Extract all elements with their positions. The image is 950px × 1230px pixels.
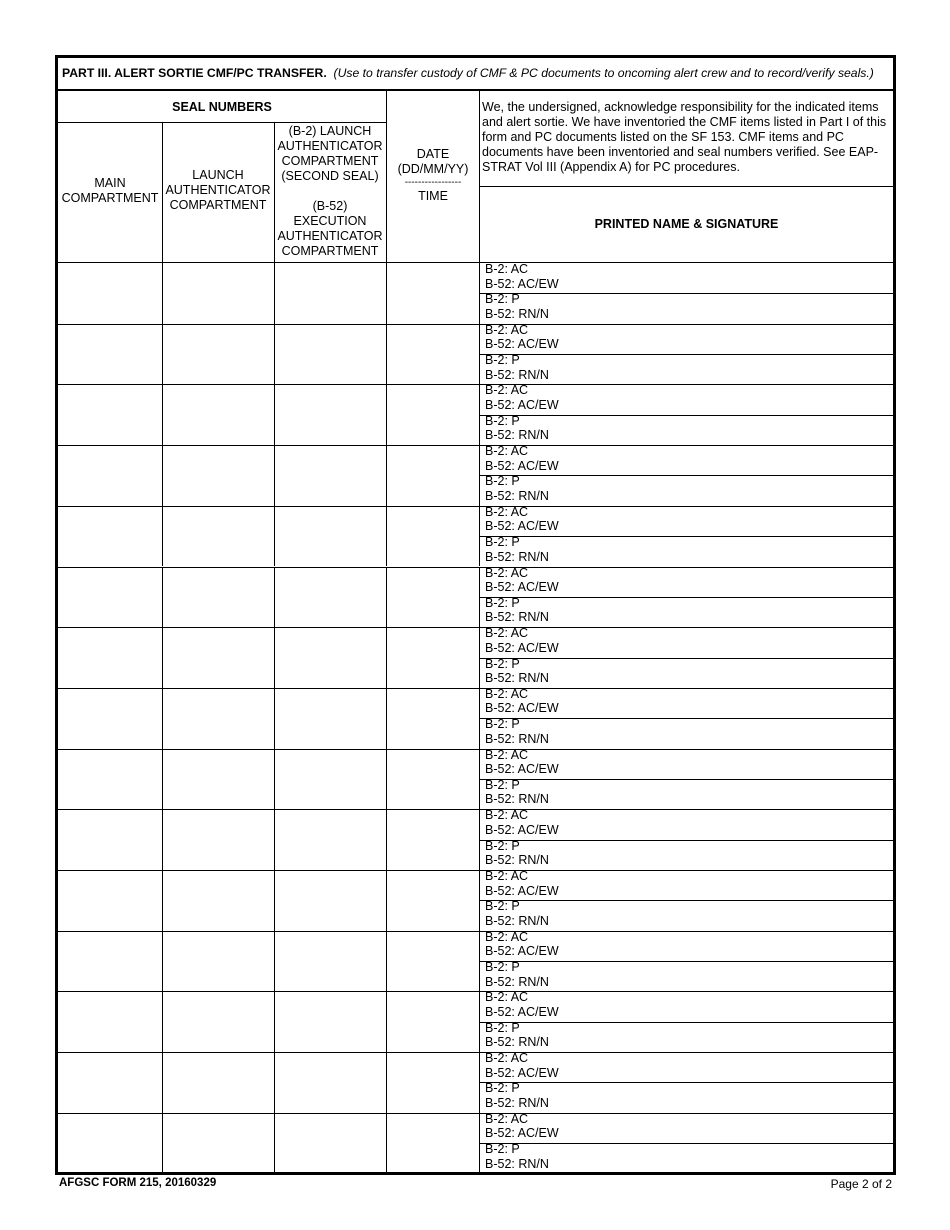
ac-role-label: B-2: AC B-52: AC/EW xyxy=(485,262,559,291)
launch-authenticator-seal-cell[interactable] xyxy=(163,1113,274,1174)
main-compartment-seal-cell[interactable] xyxy=(58,1113,162,1174)
launch-authenticator-seal-cell[interactable] xyxy=(163,931,274,992)
date-time-cell[interactable] xyxy=(387,870,479,931)
second-seal-cell[interactable] xyxy=(275,567,386,628)
part-title-italic: (Use to transfer custody of CMF & PC documents to oncoming alert crew and to record/verify seals.) xyxy=(333,66,874,80)
date-time-cell[interactable] xyxy=(387,567,479,628)
seal-numbers-header: SEAL NUMBERS xyxy=(172,99,272,114)
ac-role-label: B-2: AC B-52: AC/EW xyxy=(485,626,559,655)
date-time-cell[interactable] xyxy=(387,931,479,992)
b2-launch-authenticator-header: (B-2) LAUNCH AUTHENTICATOR COMPARTMENT (SECOND SEAL) xyxy=(277,124,383,183)
p-role-label: B-2: P B-52: RN/N xyxy=(485,960,549,989)
p-role-label: B-2: P B-52: RN/N xyxy=(485,656,549,686)
launch-authenticator-seal-cell[interactable] xyxy=(163,1052,274,1113)
date-time-header: DATE (DD/MM/YY) ----------------- TIME xyxy=(397,147,469,203)
main-compartment-seal-cell[interactable] xyxy=(58,749,162,810)
second-seal-cell[interactable] xyxy=(275,1052,386,1113)
part-title xyxy=(58,58,893,91)
ac-role-label: B-2: AC B-52: AC/EW xyxy=(485,322,559,352)
launch-authenticator-seal-cell[interactable] xyxy=(163,567,274,628)
p-role-label: B-2: P B-52: RN/N xyxy=(485,777,549,807)
second-seal-cell[interactable] xyxy=(275,263,386,324)
second-seal-cell[interactable] xyxy=(275,1113,386,1174)
ac-role-label: B-2: AC B-52: AC/EW xyxy=(485,869,559,898)
date-time-cell[interactable] xyxy=(387,749,479,810)
date-time-cell[interactable] xyxy=(387,445,479,506)
ac-role-label: B-2: AC B-52: AC/EW xyxy=(485,565,559,594)
launch-authenticator-seal-cell[interactable] xyxy=(163,263,274,324)
ac-role-label: B-2: AC B-52: AC/EW xyxy=(485,929,559,959)
second-seal-cell[interactable] xyxy=(275,870,386,931)
ac-role-label: B-2: AC B-52: AC/EW xyxy=(485,686,559,716)
ac-role-label: B-2: AC B-52: AC/EW xyxy=(485,383,559,412)
launch-authenticator-seal-cell[interactable] xyxy=(163,688,274,749)
p-role-label: B-2: P B-52: RN/N xyxy=(485,595,549,625)
p-role-label: B-2: P B-52: RN/N xyxy=(485,474,549,503)
main-compartment-seal-cell[interactable] xyxy=(58,445,162,506)
main-compartment-seal-cell[interactable] xyxy=(58,567,162,628)
second-seal-cell[interactable] xyxy=(275,627,386,688)
printed-name-signature-header: PRINTED NAME & SIGNATURE xyxy=(594,217,779,231)
main-compartment-seal-cell[interactable] xyxy=(58,324,162,385)
launch-authenticator-seal-cell[interactable] xyxy=(163,870,274,931)
date-time-cell[interactable] xyxy=(387,627,479,688)
main-compartment-seal-cell[interactable] xyxy=(58,627,162,688)
main-compartment-header: MAIN COMPARTMENT xyxy=(61,176,159,205)
main-compartment-seal-cell[interactable] xyxy=(58,263,162,324)
b52-execution-authenticator-header: (B-52) EXECUTION AUTHENTICATOR COMPARTMENT xyxy=(277,199,383,258)
second-seal-cell[interactable] xyxy=(275,749,386,810)
second-seal-cell[interactable] xyxy=(275,324,386,385)
ac-role-label: B-2: AC B-52: AC/EW xyxy=(485,747,559,777)
date-time-cell[interactable] xyxy=(387,991,479,1052)
main-compartment-seal-cell[interactable] xyxy=(58,870,162,931)
main-compartment-seal-cell[interactable] xyxy=(58,384,162,445)
main-compartment-seal-cell[interactable] xyxy=(58,688,162,749)
second-seal-cell[interactable] xyxy=(275,991,386,1052)
p-role-label: B-2: P B-52: RN/N xyxy=(485,717,549,746)
p-role-label: B-2: P B-52: RN/N xyxy=(485,1142,549,1171)
main-compartment-seal-cell[interactable] xyxy=(58,506,162,567)
p-role-label: B-2: P B-52: RN/N xyxy=(485,899,549,928)
date-time-cell[interactable] xyxy=(387,1113,479,1174)
launch-authenticator-header: LAUNCH AUTHENTICATOR COMPARTMENT xyxy=(165,168,271,212)
p-role-label: B-2: P B-52: RN/N xyxy=(485,292,549,321)
second-seal-cell[interactable] xyxy=(275,688,386,749)
date-time-cell[interactable] xyxy=(387,688,479,749)
page-number: Page 2 of 2 xyxy=(830,1177,892,1191)
launch-authenticator-seal-cell[interactable] xyxy=(163,445,274,506)
form-identifier: AFGSC FORM 215, 20160329 xyxy=(59,1177,217,1189)
p-role-label: B-2: P B-52: RN/N xyxy=(485,838,549,868)
date-time-cell[interactable] xyxy=(387,384,479,445)
second-seal-cell[interactable] xyxy=(275,809,386,870)
date-time-cell[interactable] xyxy=(387,1052,479,1113)
second-seal-cell[interactable] xyxy=(275,445,386,506)
p-role-label: B-2: P B-52: RN/N xyxy=(485,353,549,382)
ac-role-label: B-2: AC B-52: AC/EW xyxy=(485,504,559,534)
p-role-label: B-2: P B-52: RN/N xyxy=(485,413,549,443)
launch-authenticator-seal-cell[interactable] xyxy=(163,991,274,1052)
launch-authenticator-seal-cell[interactable] xyxy=(163,749,274,810)
launch-authenticator-seal-cell[interactable] xyxy=(163,506,274,567)
acknowledgment-statement: We, the undersigned, acknowledge responsibility for the indicated items and alert sortie. We have inventoried the CMF items listed in Part I of this form and PC documents listed on the SF 153. CMF items and PC documents have been inventoried and seal numbers verified. See EAP-STRAT Vol III (Appendix A) for PC procedures. xyxy=(482,100,887,174)
ac-role-label: B-2: AC B-52: AC/EW xyxy=(485,808,559,837)
date-time-cell[interactable] xyxy=(387,809,479,870)
second-seal-cell[interactable] xyxy=(275,506,386,567)
main-compartment-seal-cell[interactable] xyxy=(58,1052,162,1113)
ac-role-label: B-2: AC B-52: AC/EW xyxy=(485,1051,559,1080)
launch-authenticator-seal-cell[interactable] xyxy=(163,809,274,870)
main-compartment-seal-cell[interactable] xyxy=(58,931,162,992)
part-title-bold: PART III. ALERT SORTIE CMF/PC TRANSFER. xyxy=(62,66,327,80)
launch-authenticator-seal-cell[interactable] xyxy=(163,627,274,688)
date-time-cell[interactable] xyxy=(387,506,479,567)
p-role-label: B-2: P B-52: RN/N xyxy=(485,535,549,564)
p-role-label: B-2: P B-52: RN/N xyxy=(485,1081,549,1110)
ac-role-label: B-2: AC B-52: AC/EW xyxy=(485,990,559,1019)
ac-role-label: B-2: AC B-52: AC/EW xyxy=(485,1111,559,1141)
main-compartment-seal-cell[interactable] xyxy=(58,809,162,870)
main-compartment-seal-cell[interactable] xyxy=(58,991,162,1052)
second-seal-cell[interactable] xyxy=(275,384,386,445)
transfer-form xyxy=(55,55,896,1175)
p-role-label: B-2: P B-52: RN/N xyxy=(485,1020,549,1050)
ac-role-label: B-2: AC B-52: AC/EW xyxy=(485,444,559,473)
date-time-cell[interactable] xyxy=(387,324,479,385)
date-time-cell[interactable] xyxy=(387,263,479,324)
launch-authenticator-seal-cell[interactable] xyxy=(163,384,274,445)
launch-authenticator-seal-cell[interactable] xyxy=(163,324,274,385)
second-seal-cell[interactable] xyxy=(275,931,386,992)
